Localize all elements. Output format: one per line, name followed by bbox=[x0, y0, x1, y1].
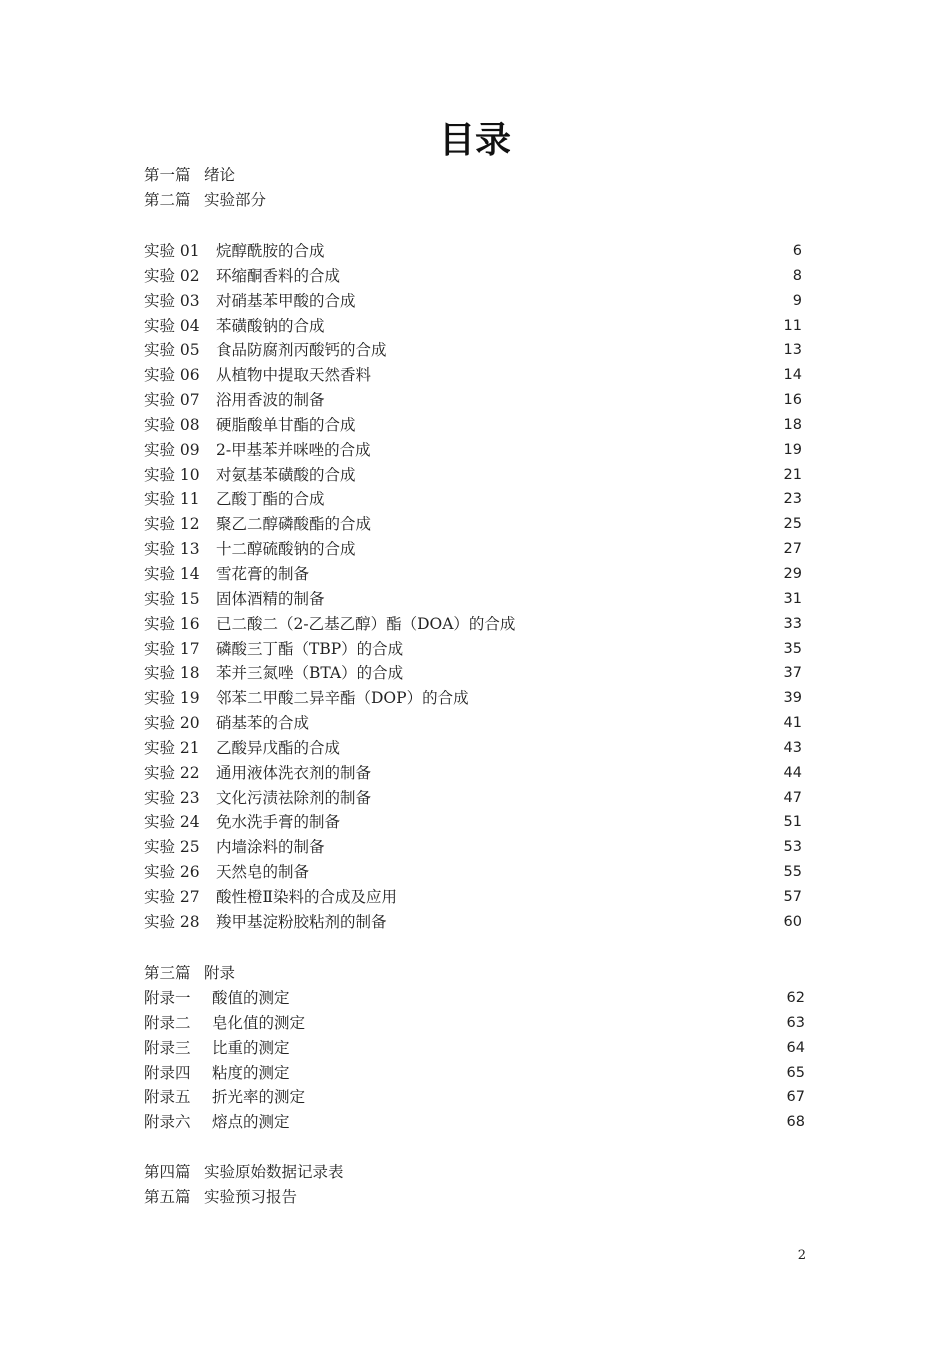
toc-entry[interactable] bbox=[144, 487, 808, 512]
toc-entry-page: 13 bbox=[783, 342, 802, 359]
toc-entry-number: 实验 11 bbox=[144, 490, 200, 509]
toc-entry-label: 邻苯二甲酸二异辛酯（DOP）的合成 bbox=[216, 689, 469, 708]
toc-entry-page: 62 bbox=[786, 990, 805, 1006]
toc-entry[interactable] bbox=[144, 314, 808, 339]
toc-entry-number: 实验 16 bbox=[144, 614, 200, 633]
toc-entry-page: 47 bbox=[783, 789, 802, 806]
toc-appendix-list bbox=[144, 986, 808, 1135]
toc-entry-label: 粘度的测定 bbox=[212, 1063, 290, 1082]
toc-entry[interactable] bbox=[144, 239, 808, 264]
toc-entry-number: 第三篇 bbox=[144, 964, 191, 982]
toc-entry-label: 硝基苯的合成 bbox=[216, 714, 310, 733]
toc-entry-part5[interactable] bbox=[144, 1185, 808, 1210]
toc-entry-page: 27 bbox=[783, 541, 802, 558]
toc-entry-number: 实验 14 bbox=[144, 564, 200, 583]
toc-entry[interactable] bbox=[144, 661, 808, 686]
toc-entry-label: 比重的测定 bbox=[212, 1038, 290, 1057]
toc-entry-number: 实验 26 bbox=[144, 863, 200, 882]
toc-entry[interactable] bbox=[144, 786, 808, 811]
toc-entry-number: 实验 13 bbox=[144, 540, 200, 559]
toc-entry-label: 雪花膏的制备 bbox=[216, 564, 310, 583]
toc-entry[interactable] bbox=[144, 388, 808, 413]
toc-entry-label: 通用液体洗衣剂的制备 bbox=[216, 763, 372, 782]
toc-entry-page: 6 bbox=[792, 243, 802, 259]
toc-entry-number: 实验 25 bbox=[144, 838, 200, 857]
toc-entry-label: 绪论 bbox=[204, 166, 236, 184]
toc-part45-list bbox=[144, 1160, 808, 1210]
toc-entry-label: 实验原始数据记录表 bbox=[204, 1163, 344, 1181]
toc-entry-page: 35 bbox=[783, 640, 802, 657]
toc-entry-label: 浴用香波的制备 bbox=[216, 391, 325, 410]
toc-entry-number: 实验 12 bbox=[144, 515, 200, 534]
toc-entry[interactable] bbox=[144, 363, 808, 388]
toc-entry[interactable] bbox=[144, 537, 808, 562]
toc-entry-part2[interactable] bbox=[144, 188, 808, 213]
toc-entry-page: 9 bbox=[792, 292, 802, 309]
toc-entry-label: 从植物中提取天然香料 bbox=[216, 366, 372, 385]
toc-entry-page: 14 bbox=[783, 367, 802, 384]
toc-entry-page: 68 bbox=[786, 1114, 805, 1131]
toc-entry-page: 67 bbox=[786, 1089, 805, 1106]
toc-entry-number: 实验 02 bbox=[144, 266, 200, 285]
toc-entry[interactable] bbox=[144, 463, 808, 488]
toc-entry-label: 实验预习报告 bbox=[204, 1187, 298, 1206]
toc-entry[interactable] bbox=[144, 587, 808, 612]
toc-entry-page: 64 bbox=[786, 1039, 805, 1056]
toc-entry[interactable] bbox=[144, 289, 808, 314]
toc-entry-number: 实验 24 bbox=[144, 813, 200, 832]
toc-entry-label: 环缩酮香料的合成 bbox=[216, 266, 341, 285]
toc-entry-label: 酸性橙Ⅱ染料的合成及应用 bbox=[216, 887, 398, 906]
toc-entry-page: 57 bbox=[783, 888, 802, 905]
toc-entry-page: 37 bbox=[783, 665, 802, 682]
toc-entry-page: 43 bbox=[783, 739, 802, 756]
toc-entry-number: 实验 04 bbox=[144, 316, 200, 335]
toc-entry-page: 18 bbox=[783, 416, 802, 433]
page-title: 目录 bbox=[438, 120, 511, 161]
toc-entry-label: 实验部分 bbox=[204, 190, 267, 209]
toc-entry-page: 33 bbox=[783, 615, 802, 632]
toc-entry-number: 实验 09 bbox=[144, 440, 200, 459]
toc-entry-label: 熔点的测定 bbox=[212, 1113, 290, 1132]
toc-entry-number: 第五篇 bbox=[144, 1187, 191, 1206]
toc-entry[interactable] bbox=[144, 264, 808, 289]
toc-entry-number: 实验 15 bbox=[144, 589, 200, 608]
toc-entry-number: 实验 10 bbox=[144, 465, 200, 484]
toc-entry-label: 固体酒精的制备 bbox=[216, 589, 325, 608]
toc-entry-number: 实验 19 bbox=[144, 689, 200, 708]
toc-entry-label: 2-甲基苯并咪唑的合成 bbox=[216, 440, 371, 459]
toc-entry-number: 实验 03 bbox=[144, 291, 200, 310]
toc-entry-number: 实验 18 bbox=[144, 664, 200, 683]
toc-entry-page: 51 bbox=[783, 814, 802, 831]
toc-part3 bbox=[144, 961, 808, 986]
toc-entry[interactable] bbox=[144, 860, 808, 885]
toc-entry-number: 实验 20 bbox=[144, 714, 200, 733]
toc-entry-page: 29 bbox=[783, 565, 802, 582]
toc-entry[interactable] bbox=[144, 885, 808, 910]
toc-entry-number: 实验 22 bbox=[144, 763, 200, 782]
toc-entry-page: 53 bbox=[783, 839, 802, 856]
toc-entry-page: 19 bbox=[783, 441, 802, 458]
toc-entry-label: 折光率的测定 bbox=[212, 1088, 306, 1107]
toc-entry-number: 附录五 bbox=[144, 1088, 191, 1107]
toc-part-list bbox=[144, 163, 808, 213]
toc-entry-number: 附录二 bbox=[144, 1013, 191, 1032]
toc-entry-number: 附录六 bbox=[144, 1113, 191, 1132]
toc-entry[interactable] bbox=[144, 512, 808, 537]
toc-entry-label: 对氨基苯磺酸的合成 bbox=[216, 465, 356, 484]
toc-entry[interactable] bbox=[144, 761, 808, 786]
toc-entry-part4[interactable] bbox=[144, 1160, 808, 1185]
toc-entry-page: 8 bbox=[792, 267, 802, 284]
toc-entry[interactable] bbox=[144, 637, 808, 662]
toc-entry-number: 实验 17 bbox=[144, 639, 200, 658]
toc-entry-page: 31 bbox=[783, 590, 802, 607]
toc-entry[interactable] bbox=[144, 1061, 808, 1086]
toc-entry-number: 实验 06 bbox=[144, 366, 200, 385]
toc-entry[interactable] bbox=[144, 810, 808, 835]
toc-entry-label: 文化污渍祛除剂的制备 bbox=[216, 788, 372, 807]
toc-entry-page: 21 bbox=[783, 466, 802, 483]
toc-entry-part1[interactable] bbox=[144, 163, 808, 188]
toc-entry-label: 烷醇酰胺的合成 bbox=[216, 242, 325, 260]
toc-entry-label: 乙酸异戊酯的合成 bbox=[216, 738, 341, 757]
toc-entry-label: 硬脂酸单甘酯的合成 bbox=[216, 415, 356, 434]
toc-entry-page: 60 bbox=[783, 913, 802, 930]
toc-entry-label: 苯并三氮唑（BTA）的合成 bbox=[216, 664, 404, 683]
toc-entry[interactable] bbox=[144, 711, 808, 736]
toc-entry-number: 第四篇 bbox=[144, 1163, 191, 1181]
toc-entry[interactable] bbox=[144, 1085, 808, 1110]
toc-entry-label: 附录 bbox=[204, 964, 236, 982]
page-number: 2 bbox=[797, 1248, 806, 1263]
toc-entry-label: 天然皂的制备 bbox=[216, 863, 310, 882]
toc-entry[interactable] bbox=[144, 1011, 808, 1036]
toc-entry-page: 25 bbox=[783, 516, 802, 533]
toc-entry-page: 65 bbox=[786, 1064, 805, 1081]
toc-entry-label: 内墙涂料的制备 bbox=[216, 838, 325, 857]
toc-entry-number: 实验 27 bbox=[144, 887, 200, 906]
toc-entry-number: 附录一 bbox=[144, 989, 191, 1007]
toc-entry[interactable] bbox=[144, 562, 808, 587]
toc-entry[interactable] bbox=[144, 438, 808, 463]
toc-entry[interactable] bbox=[144, 835, 808, 860]
toc-entry-page: 11 bbox=[783, 317, 802, 334]
toc-entry-number: 附录三 bbox=[144, 1038, 191, 1057]
toc-entry-number: 实验 21 bbox=[144, 738, 200, 757]
toc-entry-number: 第二篇 bbox=[144, 190, 191, 209]
toc-entry-label: 已二酸二（2-乙基乙醇）酯（DOA）的合成 bbox=[216, 614, 516, 633]
toc-entry-page: 41 bbox=[783, 715, 802, 732]
toc-entry-number: 实验 01 bbox=[144, 242, 200, 260]
toc-entry-number: 第一篇 bbox=[144, 166, 191, 184]
toc-entry-page: 44 bbox=[783, 764, 802, 781]
toc-entry-part3[interactable] bbox=[144, 961, 808, 986]
toc-entry-label: 对硝基苯甲酸的合成 bbox=[216, 291, 356, 310]
toc-entry-page: 55 bbox=[783, 864, 802, 881]
toc-entry-number: 实验 07 bbox=[144, 391, 200, 410]
toc-entry-page: 16 bbox=[783, 392, 802, 409]
toc-entry-page: 23 bbox=[783, 491, 802, 508]
toc-entry-label: 磷酸三丁酯（TBP）的合成 bbox=[216, 639, 404, 658]
toc-entry-label: 免水洗手膏的制备 bbox=[216, 813, 341, 832]
toc-entry-number: 实验 08 bbox=[144, 415, 200, 434]
toc-entry[interactable] bbox=[144, 338, 808, 363]
toc-entry[interactable] bbox=[144, 413, 808, 438]
toc-entry[interactable] bbox=[144, 612, 808, 637]
toc-entry-number: 实验 28 bbox=[144, 912, 200, 931]
toc-entry-page: 63 bbox=[786, 1014, 805, 1031]
toc-entry-label: 苯磺酸钠的合成 bbox=[216, 316, 325, 335]
toc-entry[interactable] bbox=[144, 736, 808, 761]
toc-entry-number: 实验 05 bbox=[144, 341, 200, 360]
toc-entry-label: 酸值的测定 bbox=[212, 989, 290, 1007]
toc-entry[interactable] bbox=[144, 986, 808, 1011]
toc-entry-label: 羧甲基淀粉胶粘剂的制备 bbox=[216, 912, 387, 931]
toc-entry-label: 乙酸丁酯的合成 bbox=[216, 490, 325, 509]
toc-entry[interactable] bbox=[144, 1110, 808, 1135]
toc-entry-label: 十二醇硫酸钠的合成 bbox=[216, 540, 356, 559]
toc-entry-number: 实验 23 bbox=[144, 788, 200, 807]
toc-entry[interactable] bbox=[144, 1036, 808, 1061]
toc-experiment-list bbox=[144, 239, 808, 935]
toc-entry-page: 39 bbox=[783, 690, 802, 707]
toc-entry[interactable] bbox=[144, 910, 808, 935]
toc-entry-label: 皂化值的测定 bbox=[212, 1013, 306, 1032]
toc-entry-number: 附录四 bbox=[144, 1063, 191, 1082]
toc-entry-label: 聚乙二醇磷酸酯的合成 bbox=[216, 515, 372, 534]
toc-entry[interactable] bbox=[144, 686, 808, 711]
toc-entry-label: 食品防腐剂丙酸钙的合成 bbox=[216, 341, 387, 360]
